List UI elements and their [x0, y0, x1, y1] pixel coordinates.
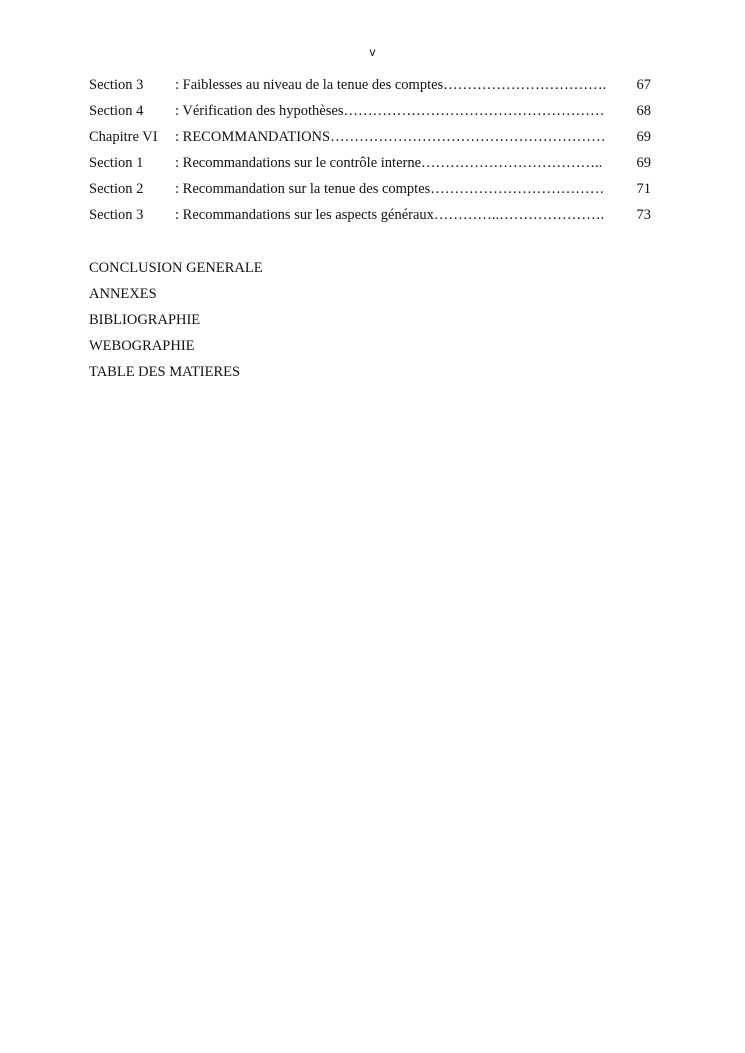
- toc-entry-title: : Vérification des hypothèses………………………………………………: [175, 103, 605, 119]
- toc-entry-label: Section 4: [89, 103, 144, 119]
- toc-entry-page: 68: [636, 103, 651, 119]
- back-matter-table-des-matieres: TABLE DES MATIERES: [89, 364, 241, 380]
- toc-entry-page: 73: [636, 207, 651, 223]
- toc-entry-section-2-tenue: [89, 181, 651, 207]
- back-matter-annexes: ANNEXES: [89, 286, 157, 302]
- toc-entry-title: : Recommandations sur le contrôle interne………………………………..: [175, 155, 603, 171]
- page-number: v: [369, 45, 376, 59]
- toc-entry-label: Section 3: [89, 77, 144, 93]
- toc-entry-page: 71: [636, 181, 651, 197]
- toc-entry-section-4-verification: [89, 103, 651, 129]
- toc-entry-title: : RECOMMANDATIONS…………………………………………………: [175, 129, 606, 145]
- back-matter-list: [89, 259, 263, 389]
- toc-entry-label: Chapitre VI: [89, 129, 158, 145]
- toc-entry-section-3-faiblesses: [89, 77, 651, 103]
- table-of-contents: [89, 77, 651, 233]
- toc-entry-page: 69: [636, 129, 651, 145]
- back-matter-webographie: WEBOGRAPHIE: [89, 338, 195, 354]
- toc-entry-page: 67: [636, 77, 651, 93]
- toc-entry-section-3-aspects: [89, 207, 651, 233]
- toc-entry-title: : Recommandation sur la tenue des comptes………………………………: [175, 181, 605, 197]
- toc-entry-label: Section 1: [89, 155, 144, 171]
- toc-entry-chapitre-vi: [89, 129, 651, 155]
- toc-entry-title: : Faiblesses au niveau de la tenue des comptes…………………………….: [175, 77, 607, 93]
- back-matter-bibliographie: BIBLIOGRAPHIE: [89, 312, 201, 328]
- toc-entry-title: : Recommandations sur les aspects généraux…………..………………….: [175, 207, 605, 223]
- toc-entry-page: 69: [636, 155, 651, 171]
- toc-entry-label: Section 3: [89, 207, 144, 223]
- toc-entry-section-1-controle: [89, 155, 651, 181]
- toc-entry-label: Section 2: [89, 181, 144, 197]
- back-matter-conclusion: CONCLUSION GENERALE: [89, 260, 263, 276]
